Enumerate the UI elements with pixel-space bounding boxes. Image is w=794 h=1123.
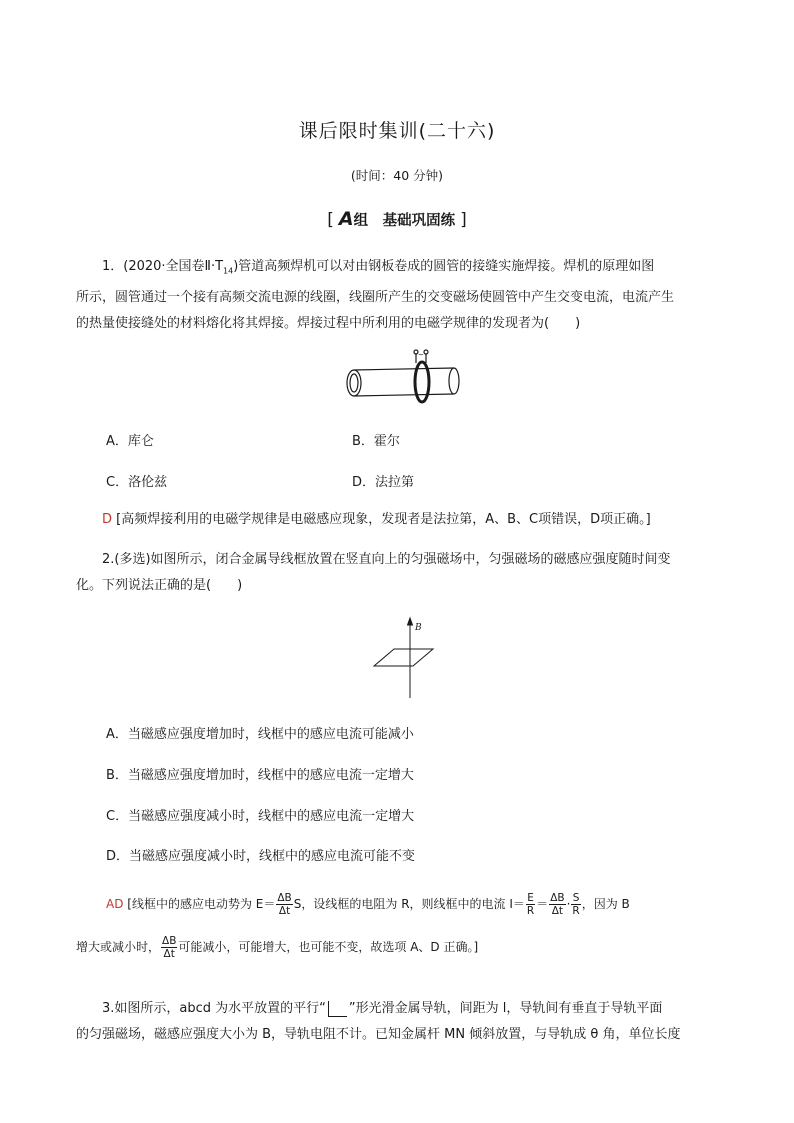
group-close-bracket: ] (460, 210, 467, 230)
field-label-B: B (415, 623, 422, 633)
fraction-dB-dt-2: $\frac{\Delta B}{\Delta t}$ (550, 892, 565, 917)
q2-answer-line-2: 增大或减小时， $\frac{\Delta B}{\Delta t}$ 可能减小，可能增大，也可能不变，故选项 A、D 正确。] (76, 935, 479, 960)
q1-line-2: 所示，圆管通过一个接有高频交流电源的线圈，线圈所产生的交变磁场使圆管中产生交变电流，电流产生 (76, 289, 675, 305)
q1-option-d: D．法拉第 (352, 475, 415, 490)
q2-answer-line-1: AD [线框中的感应电动势为 E＝ $\frac{\Delta B}{\Delta t}$ S，设线框的电阻为 R，则线框中的电流 I＝ $\frac{E}{R}$ ＝ $\frac{\Delta B}{\Delta t}$ · $\frac{S}{R}$ ，因为 B (106, 892, 630, 917)
group-heading (0, 208, 794, 230)
group-label: 组 基础巩固练 (353, 213, 456, 229)
q3-line-1: 3.如图所示，abcd 为水平放置的平行“ ”形光滑金属导轨，间距为 l，导轨间有垂直于导轨平面 (102, 1001, 663, 1016)
fraction-E-R: $\frac{E}{R}$ (526, 892, 535, 917)
q1-answer-text: [高频焊接利用的电磁学规律是电磁感应现象，发现者是法拉第，A、B、C项错误，D项正确。] (116, 512, 651, 527)
q1-line-1: 1．(2020·全国卷$Ⅱ\cdot T_{14}$)管道高频焊机可以对由钢板卷成的圆管的接缝实施焊接。焊机的原理如图 (102, 259, 655, 276)
question-2-stem (76, 547, 718, 599)
q3-line-2: 的匀强磁场，磁感应强度大小为 B，导轨电阻不计。已知金属杆 MN 倾斜放置，与导轨成 θ 角，单位长度 (76, 1027, 681, 1042)
q1-answer (76, 507, 718, 533)
q2-option-c: C．当磁感应强度减小时，线框中的感应电流一定增大 (106, 809, 415, 824)
q1-option-b: B．霍尔 (352, 434, 400, 449)
question-3-stem (76, 996, 718, 1048)
group-letter: A (338, 208, 354, 230)
fraction-dB-dt-3: $\frac{\Delta B}{\Delta t}$ (162, 935, 177, 960)
q2-answer-letter: AD (106, 897, 124, 911)
question-1-stem (76, 254, 718, 337)
group-open-bracket: [ (327, 210, 334, 230)
q2-line-1: 2.(多选)如图所示，闭合金属导线框放置在竖直向上的匀强磁场中，匀强磁场的磁感应强度随时间变 (102, 552, 671, 567)
q2-option-b: B．当磁感应强度增加时，线框中的感应电流一定增大 (106, 768, 414, 783)
time-note: (时间：40 分钟) (350, 168, 444, 183)
q1-line-3: 的热量使接缝处的材料熔化将其焊接。焊接过程中所利用的电磁学规律的发现者为( ) (76, 315, 581, 331)
q2-option-d: D．当磁感应强度减小时，线框中的感应电流可能不变 (106, 849, 416, 864)
q1-answer-letter: D (102, 512, 113, 527)
q1-option-c: C．洛伦兹 (106, 475, 168, 490)
q2-option-a: A．当磁感应强度增加时，线框中的感应电流可能减小 (106, 727, 414, 742)
q1-option-a: A．库仑 (106, 434, 154, 449)
q2-line-2: 化。下列说法正确的是( ) (76, 578, 243, 593)
ac-source-symbol: ~ (418, 351, 424, 359)
rail-shape-icon (328, 1001, 347, 1017)
fraction-S-R: $\frac{S}{R}$ (572, 892, 580, 917)
fraction-dB-dt: $\frac{\Delta B}{\Delta t}$ (277, 892, 292, 917)
pipe-coil-figure (340, 346, 464, 410)
field-frame-figure (368, 616, 438, 700)
page-title: 课后限时集训(二十六) (298, 120, 496, 142)
